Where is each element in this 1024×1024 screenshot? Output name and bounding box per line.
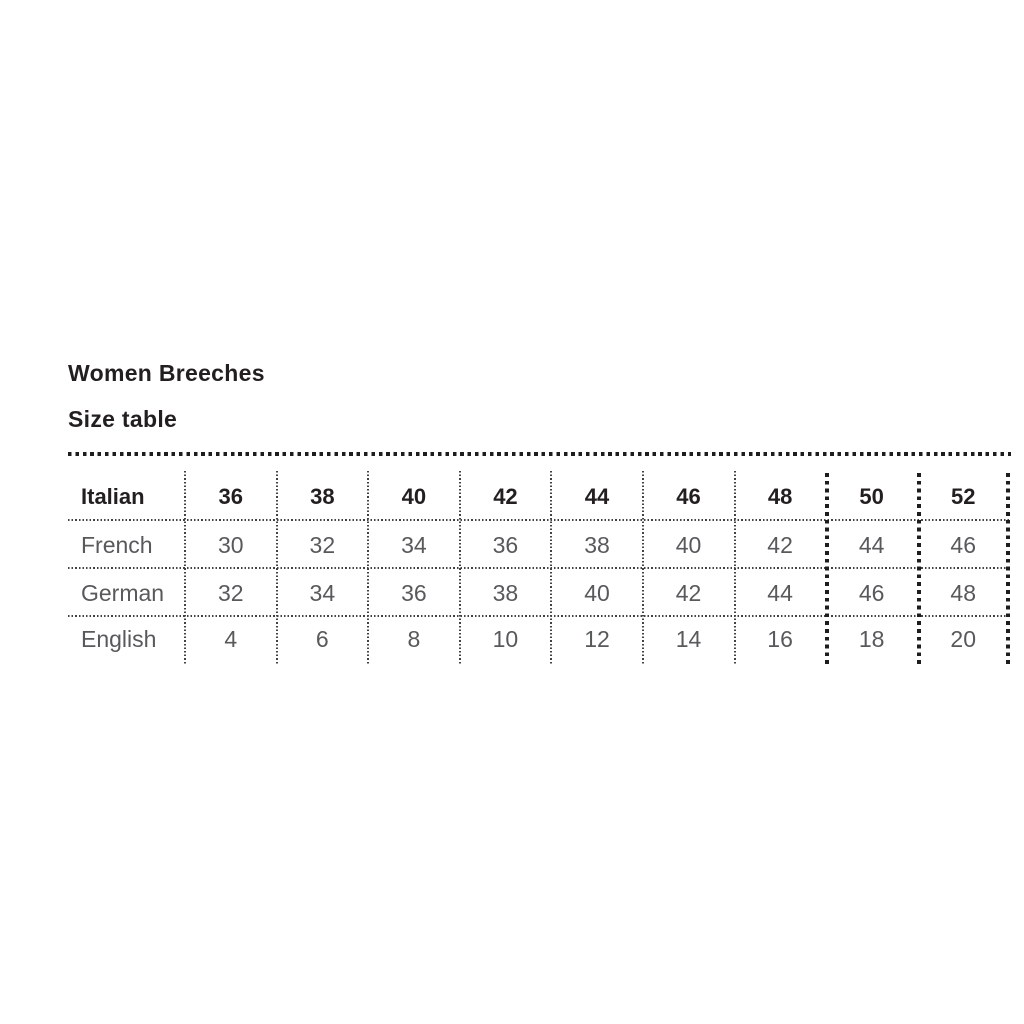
size-cell: 30 <box>217 531 244 558</box>
size-cell: 34 <box>309 579 336 606</box>
size-cell: 6 <box>315 626 329 652</box>
size-cell: 10 <box>492 626 519 652</box>
size-cell: 14 <box>675 626 702 652</box>
size-cell: 46 <box>950 531 977 558</box>
size-table <box>68 455 1009 662</box>
size-cell: 12 <box>584 626 610 652</box>
size-cell: 8 <box>407 626 421 652</box>
page-title: Women Breeches <box>68 360 265 386</box>
size-cell: 44 <box>858 531 885 558</box>
size-cell: 16 <box>767 626 793 652</box>
size-cell: 4 <box>224 626 238 652</box>
size-cell: 38 <box>584 531 610 558</box>
size-cell: 32 <box>217 579 244 606</box>
size-cell: 18 <box>858 626 885 652</box>
page-subtitle: Size table <box>68 406 178 432</box>
row-label: German <box>81 579 165 606</box>
size-cell: 36 <box>401 579 427 606</box>
size-cell: 52 <box>950 484 976 509</box>
size-cell: 50 <box>859 484 884 509</box>
size-cell: 46 <box>858 579 885 606</box>
size-cell: 32 <box>309 531 336 558</box>
size-cell: 46 <box>676 484 701 509</box>
size-cell: 34 <box>401 531 427 558</box>
size-cell: 44 <box>767 579 793 606</box>
size-cell: 48 <box>767 484 793 509</box>
size-cell: 40 <box>401 484 427 509</box>
size-cell: 44 <box>584 484 610 509</box>
size-cell: 42 <box>767 531 793 558</box>
row-label: Italian <box>81 484 145 509</box>
size-cell: 40 <box>675 531 702 558</box>
size-cell: 20 <box>950 626 977 652</box>
size-cell: 42 <box>675 579 702 606</box>
size-cell: 38 <box>310 484 335 509</box>
size-cell: 36 <box>218 484 244 509</box>
size-cell: 38 <box>492 579 519 606</box>
row-label: French <box>81 531 153 558</box>
size-cell: 40 <box>584 579 610 606</box>
size-cell: 36 <box>492 531 519 558</box>
size-cell: 42 <box>493 484 518 509</box>
row-label: English <box>81 626 157 652</box>
size-cell: 48 <box>950 579 977 606</box>
